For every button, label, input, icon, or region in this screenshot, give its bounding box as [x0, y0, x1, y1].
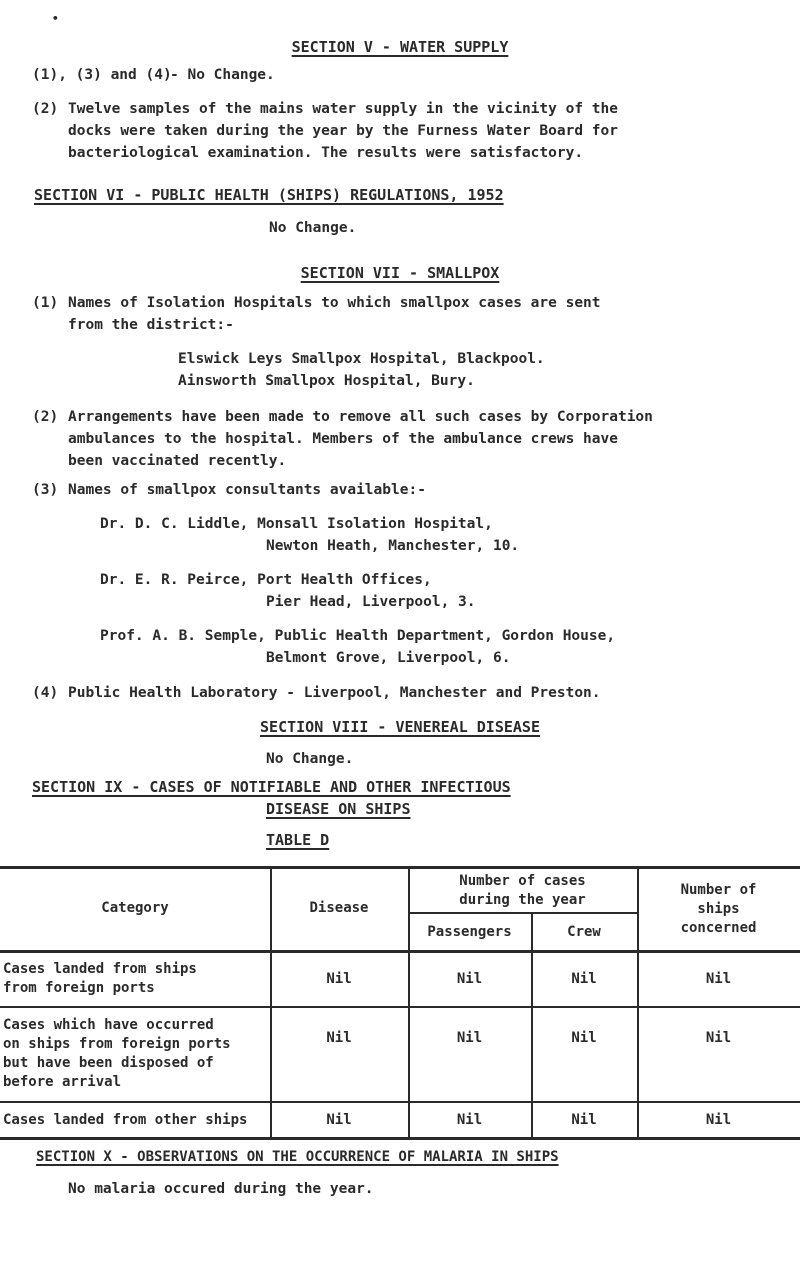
- consultant-address-line1: Monsall Isolation Hospital,: [257, 516, 493, 532]
- header-crew: Crew: [567, 924, 601, 940]
- row-disease: Nil: [326, 1112, 352, 1128]
- row-passengers: Nil: [456, 1112, 483, 1128]
- hospital-item: Ainsworth Smallpox Hospital, Bury.: [178, 373, 475, 389]
- section-vi-heading: SECTION VI - PUBLIC HEALTH (SHIPS) REGULATIONS, 1952: [34, 186, 504, 204]
- section-vii-item-4-number: (4): [32, 685, 59, 701]
- row-ships: Nil: [705, 1030, 732, 1046]
- row-passengers: Nil: [456, 1030, 483, 1046]
- section-v-heading: SECTION V - WATER SUPPLY: [291, 38, 509, 56]
- row-ships: Nil: [705, 971, 732, 987]
- stray-mark: •: [52, 12, 59, 25]
- section-v-item-2-text: Twelve samples of the mains water supply in the vicinity of the docks were taken during the year by the Furness Water Board for bacteriological examination. The results were satisfactory.: [68, 101, 618, 161]
- row-crew: Nil: [571, 971, 597, 987]
- header-passengers: Passengers: [427, 924, 512, 940]
- header-category: Category: [101, 900, 169, 916]
- section-viii-heading: SECTION VIII - VENEREAL DISEASE: [260, 718, 540, 736]
- header-disease: Disease: [309, 900, 369, 916]
- section-ix-heading-line2: DISEASE ON SHIPS: [266, 800, 411, 818]
- row-disease: Nil: [326, 971, 352, 987]
- consultant-address-line2: Pier Head, Liverpool, 3.: [266, 594, 476, 610]
- section-v-item-1-number: (1), (3) and (4): [32, 67, 172, 83]
- consultant-address-line1: Public Health Department, Gordon House,: [274, 628, 616, 644]
- section-vi-text: No Change.: [269, 220, 357, 236]
- row-category: Cases landed from ships from foreign ports: [3, 961, 197, 996]
- section-viii-text: No Change.: [266, 751, 354, 767]
- consultant-name: Dr. D. C. Liddle,: [100, 516, 249, 532]
- section-ix-heading-line1: SECTION IX - CASES OF NOTIFIABLE AND OTHER INFECTIOUS: [32, 778, 511, 796]
- section-x-heading: SECTION X - OBSERVATIONS ON THE OCCURRENCE OF MALARIA IN SHIPS: [36, 1149, 559, 1165]
- section-vii-item-3-number: (3): [32, 482, 59, 498]
- section-v-item-1-text: - No Change.: [170, 67, 275, 83]
- consultant-name: Dr. E. R. Peirce,: [100, 572, 249, 588]
- hospital-item: Elswick Leys Smallpox Hospital, Blackpool.: [178, 351, 545, 367]
- header-ships-concerned: Number of ships concerned: [680, 882, 757, 936]
- consultant-address-line1: Port Health Offices,: [257, 572, 432, 588]
- consultant-name: Prof. A. B. Semple,: [100, 628, 266, 644]
- section-vii-item-1-text: Names of Isolation Hospitals to which smallpox cases are sent from the district:-: [68, 295, 601, 333]
- section-x-text: No malaria occured during the year.: [68, 1181, 374, 1197]
- section-vii-item-3-text: Names of smallpox consultants available:-: [68, 482, 426, 498]
- section-v-item-2-number: (2): [32, 101, 59, 117]
- row-passengers: Nil: [456, 971, 483, 987]
- row-category: Cases which have occurred on ships from foreign ports but have been disposed of before arrival: [3, 1017, 231, 1090]
- section-vii-item-4-text: Public Health Laboratory - Liverpool, Manchester and Preston.: [68, 685, 601, 701]
- consultant-address-line2: Belmont Grove, Liverpool, 6.: [266, 650, 511, 666]
- row-crew: Nil: [571, 1030, 597, 1046]
- row-crew: Nil: [571, 1112, 597, 1128]
- header-number-of-cases: Number of cases during the year: [459, 873, 586, 908]
- row-disease: Nil: [326, 1030, 352, 1046]
- table-title: TABLE D: [266, 831, 330, 849]
- section-vii-item-2-text: Arrangements have been made to remove all such cases by Corporation ambulances to the hospital. Members of the ambulance crews have been vaccinated recently.: [68, 409, 653, 469]
- row-ships: Nil: [705, 1112, 732, 1128]
- section-vii-item-2-number: (2): [32, 409, 59, 425]
- section-vii-heading: SECTION VII - SMALLPOX: [300, 264, 500, 282]
- consultant-address-line2: Newton Heath, Manchester, 10.: [266, 538, 520, 554]
- row-category: Cases landed from other ships: [3, 1112, 248, 1128]
- section-vii-item-1-number: (1): [32, 295, 59, 311]
